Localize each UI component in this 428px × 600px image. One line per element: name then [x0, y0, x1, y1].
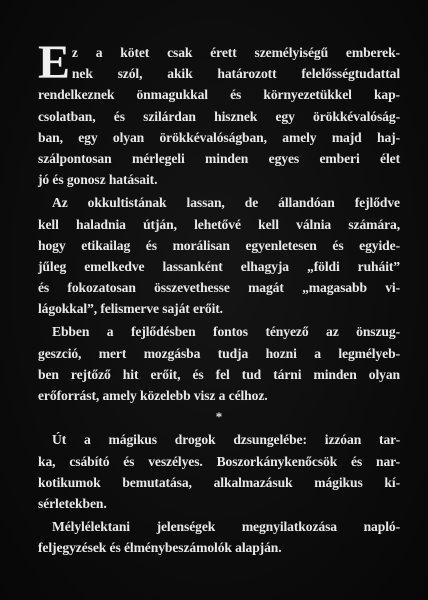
text-line: jó és gonosz hatásait.: [38, 172, 158, 188]
drop-cap-letter: E: [38, 36, 70, 89]
text-line: erőforrást, amely közelebb visz a célhoz.: [38, 388, 268, 403]
text-line: feljegyzések és élménybeszámolók alapján.: [38, 540, 282, 556]
text-line: Ebben a fejlődésben fontos tényező az önszug-: [52, 324, 400, 340]
text-line: szálpontosan mérlegeli minden egyes emberi élet: [38, 150, 400, 166]
paragraph-2: [38, 192, 400, 319]
paragraph-4: [38, 429, 400, 514]
text-line: és fokozatosan összevethesse magát „magasabb vi-: [38, 280, 400, 296]
text-line: geszció, mert mozgásba tudja hozni a legmélyeb-: [38, 345, 400, 361]
text-line: z a kötet csak érett személyiségű emberek-: [71, 45, 400, 60]
section-separator: *: [215, 409, 223, 425]
text-line: lágokkal”, felismerve saját erőit.: [38, 301, 223, 317]
text-line: kotikumok bemutatása, alkalmazásuk mágikus kí-: [38, 474, 400, 490]
text-line: ka, csábító és veszélyes. Boszorkánykenőcsök és nar-: [38, 453, 400, 469]
text-line: Mélylélektani jelenségek megnyilatkozása napló-: [52, 519, 400, 535]
text-line: jűleg emelkedve lassanként elhagyja „földi ruháit”: [38, 258, 400, 274]
text-line: sérletekben.: [38, 495, 107, 511]
paragraph-1: [38, 36, 400, 190]
paragraph-3: [38, 321, 400, 406]
text-line: ban, egy olyan örökkévalóságban, amely majd haj-: [38, 129, 400, 145]
text-line: csolatban, és szilárdan hisznek egy örökkévalóság-: [38, 108, 400, 124]
text-line: ben rejtőző hit erőit, és fel tud tárni minden olyan: [38, 366, 400, 382]
text-line: Az okkultistának lassan, de állandóan fejlődve: [52, 195, 400, 211]
cover-text-block: [38, 36, 400, 559]
text-line: Út a mágikus drogok dzsungelébe: izzóan tar-: [52, 432, 400, 448]
text-line: kell haladnia útján, lehetővé kell válnia számára,: [38, 216, 400, 232]
text-line: nek szól, akik határozott felelősségtudattal: [71, 66, 400, 82]
paragraph-5: [38, 516, 400, 558]
text-line: hogy etikailag és morálisan egyenletesen és egyide-: [38, 237, 400, 253]
text-line: rendelkeznek önmagukkal és környezetükkel kap-: [38, 87, 400, 103]
